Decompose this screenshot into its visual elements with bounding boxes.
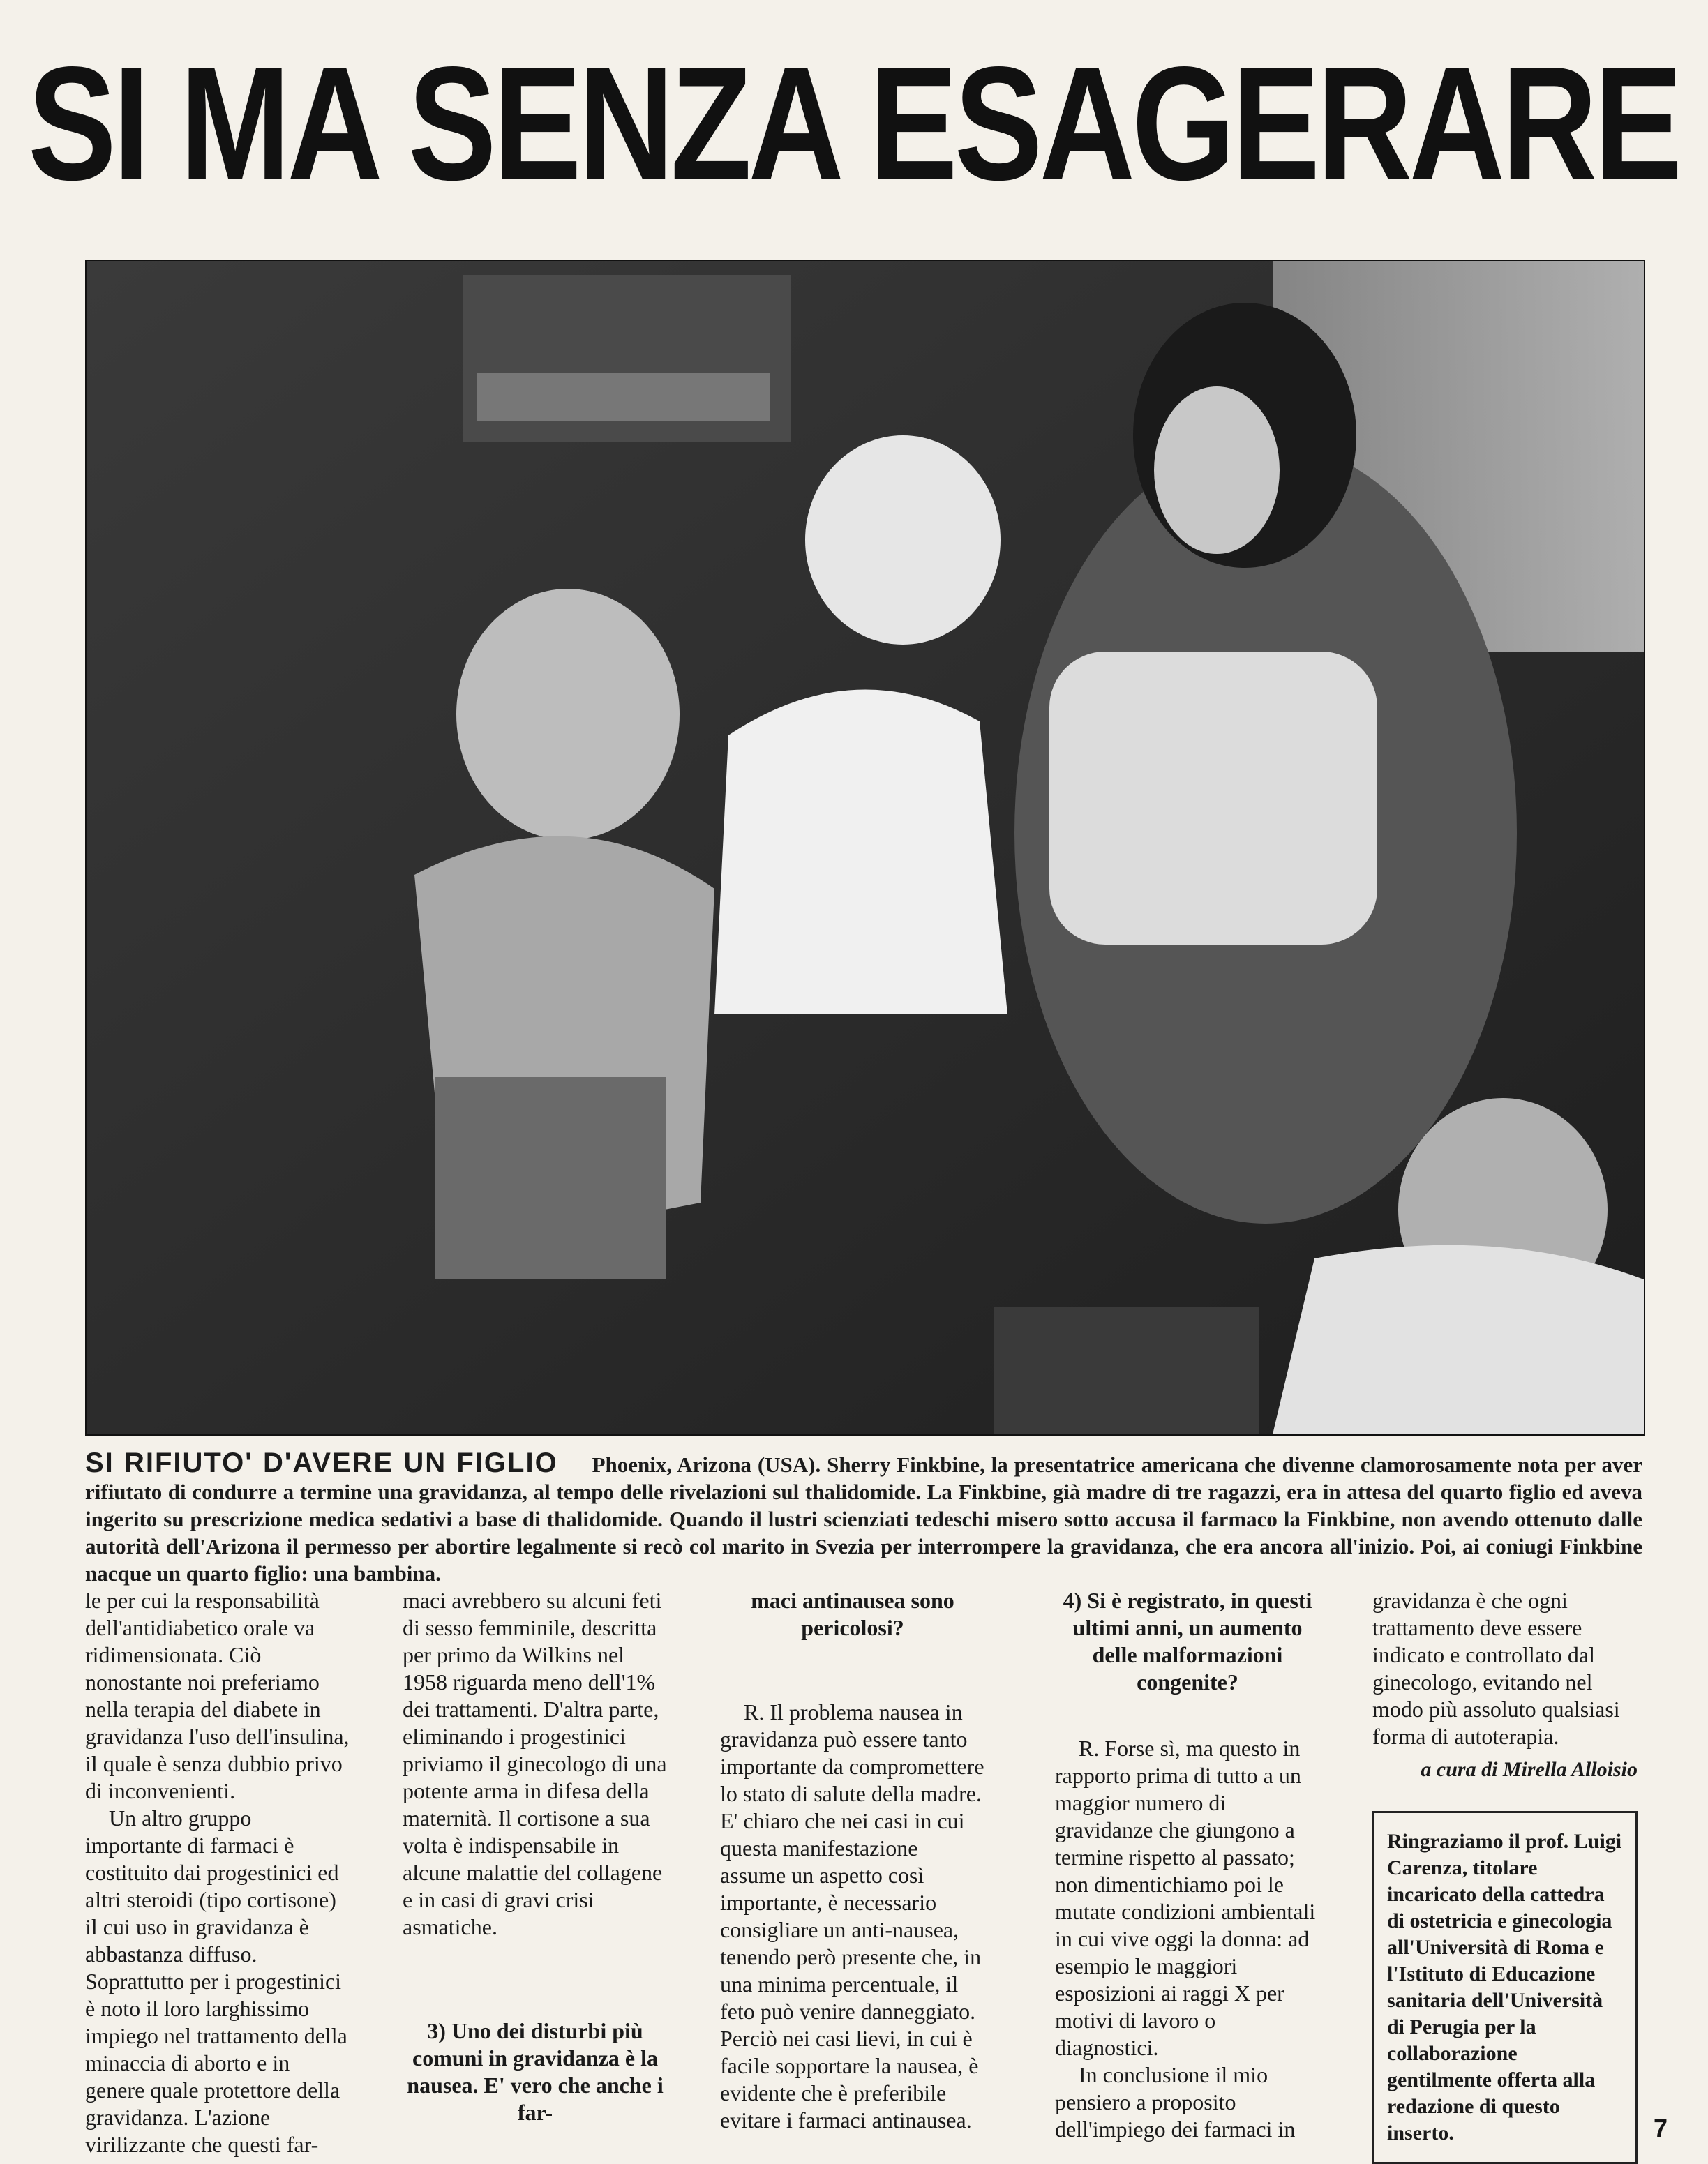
paragraph: maci avrebbero su alcuni feti di sesso femminile, descritta per primo da Wilkins nel 1958 riguarda meno dell'1% dei trattamenti. D'altra parte, eliminando i progestinici priviamo il ginecologo di una potente arma in difesa della maternità. Il cortisone a sua volta è indispensabile in alcune malattie del collagene e in casi di gravi crisi asmatiche. — [403, 1588, 667, 1939]
column-4 — [1055, 1587, 1320, 2143]
headline: SI MA SENZA ESAGERARE — [28, 33, 1679, 214]
caption-text: Phoenix, Arizona (USA). Sherry Finkbine, la presentatrice americana che divenne clamorosamente nota per aver rifiutato di condurre a termine una gravidanza, al tempo delle rivelazioni sul thalidomide. La Finkbine, già madre di tre ragazzi, era in attesa del quarto figlio ed aveva ingerito su prescrizione medica sedativi a base di thalidomide. Quando il lustri scienziati tedeschi misero sotto accusa il farmaco la Finkbine, non avendo ottenuto dalle autorità dell'Arizona il permesso per abortire legalmente si recò col marito in Svezia per interrompere la gravidanza, che era ancora all'inizio. Poi, ai coniugi Finkbine nacque un quarto figlio: una bambina. — [85, 1452, 1642, 1586]
paragraph: Un altro gruppo importante di farmaci è costituito dai progestinici ed altri steroidi (tipo cortisone) il cui uso in gravidanza è abbastanza diffuso. Soprattutto per i progestinici è noto il loro larghissimo impiego nel trattamento della minaccia di aborto e in genere quale protettore della gravidanza. L'azione virilizzante che questi far- — [85, 1805, 347, 2157]
paragraph: gravidanza è che ogni trattamento deve essere indicato e controllato dal ginecologo, evitando nel modo più assoluto qualsiasi forma di autoterapia. — [1372, 1588, 1620, 1749]
question-3-continued: maci antinausea sono pericolosi? — [751, 1588, 954, 1640]
paragraph: R. Il problema nausea in gravidanza può essere tanto importante da compromettere lo stato di salute della madre. E' chiaro che nei casi in cui questa manifestazione assume un aspetto così importante, è necessario consigliare un anti-nausea, tenendo però presente che, in una minima percentuale, il feto può venire danneggiato. Perciò nei casi lievi, in cui è facile sopportare la nausea, è evidente che è preferibile evitare i farmaci antinausea. — [720, 1699, 984, 2133]
column-2 — [403, 1587, 668, 2144]
article-columns — [85, 1587, 1642, 2157]
question-4: 4) Si è registrato, in questi ultimi anni, un aumento delle malformazioni congenite? — [1063, 1588, 1312, 1695]
author-signature: a cura di Mirella Alloisio — [1421, 1758, 1638, 1781]
column-3 — [720, 1587, 985, 2134]
photo — [85, 260, 1645, 1436]
column-5 — [1372, 1587, 1638, 2164]
paragraph: In conclusione il mio pensiero a proposito dell'impiego dei farmaci in — [1055, 2062, 1296, 2142]
page-number: 7 — [1654, 2114, 1668, 2142]
photo-caption — [85, 1450, 1642, 1587]
photo-image — [87, 261, 1644, 1434]
acknowledgement-box: Ringraziamo il prof. Luigi Carenza, titolare incaricato della cattedra di ostetricia e ginecologia all'Università di Roma e l'Istituto di Educazione sanitaria dell'Università di Perugia per la collaborazione gentilmente offerta alla redazione di questo inserto. — [1372, 1811, 1638, 2164]
caption-kicker: SI RIFIUTO' D'AVERE UN FIGLIO — [85, 1448, 558, 1478]
column-1 — [85, 1587, 350, 2158]
paragraph: le per cui la responsabilità dell'antidiabetico orale va ridimensionata. Ciò nonostante noi preferiamo nella terapia del diabete in gravidanza l'uso dell'insulina, il quale è senza dubbio privo di inconvenienti. — [85, 1588, 350, 1803]
question-3: 3) Uno dei disturbi più comuni in gravidanza è la nausea. E' vero che anche i far- — [407, 2018, 664, 2125]
paragraph: R. Forse sì, ma questo in rapporto prima di tutto a un maggior numero di gravidanze che giungono a termine rispetto al passato; non dimentichiamo poi le mutate condizioni ambientali in cui vive oggi la donna: ad esempio le maggiori esposizioni ai raggi X per motivi di lavoro o diagnostici. — [1055, 1736, 1316, 2060]
